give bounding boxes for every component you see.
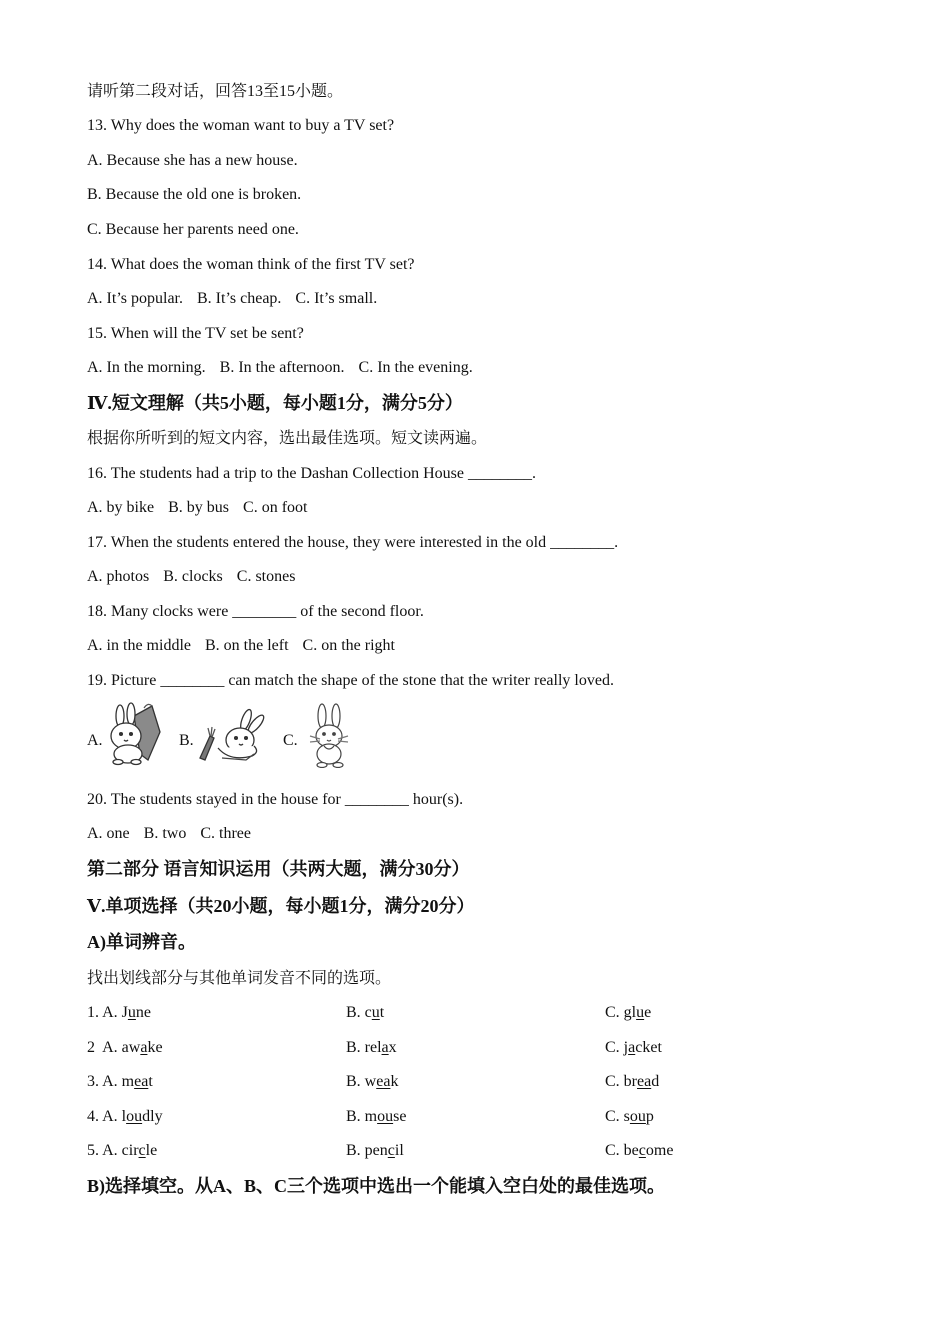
question-16: 16. The students had a trip to the Dashan Collection House ________. — [87, 465, 536, 482]
q17-options — [87, 567, 295, 587]
question-18: 18. Many clocks were ________ of the second floor. — [87, 603, 424, 620]
q13-option-a: A. Because she has a new house. — [87, 152, 298, 169]
question-14: 14. What does the woman think of the first TV set? — [87, 256, 415, 273]
section-4-instruction: 根据你所听到的短文内容，选出最佳选项。短文读两遍。 — [87, 430, 488, 447]
q14-option-c: C. It’s small. — [295, 290, 378, 307]
rabbit-with-carrot-picture — [104, 702, 164, 766]
phonetics-4-option-b: B. mouse — [346, 1108, 407, 1125]
phonetics-3-option-b: B. weak — [346, 1073, 399, 1090]
rabbit-lying-with-carrot-picture — [196, 708, 268, 764]
q18-option-c: C. on the right — [302, 637, 395, 654]
phonetics-1-option-b: B. cut — [346, 1004, 385, 1021]
q17-option-a: A. photos — [87, 568, 150, 585]
q15-options — [87, 358, 473, 378]
phonetics-2-option-a: 2 A. awake — [87, 1039, 163, 1056]
q14-option-b: B. It’s cheap. — [197, 290, 282, 307]
q20-option-b: B. two — [143, 825, 187, 842]
q14-options — [87, 289, 377, 309]
section-5a-instruction: 找出划线部分与其他单词发音不同的选项。 — [87, 970, 392, 987]
q17-option-b: B. clocks — [163, 568, 223, 585]
q19-option-c-label: C. — [283, 732, 298, 749]
question-15: 15. When will the TV set be sent? — [87, 325, 304, 342]
question-19: 19. Picture ________ can match the shape of the stone that the writer really loved. — [87, 672, 614, 689]
q20-option-a: A. one — [87, 825, 130, 842]
q20-options — [87, 824, 251, 844]
q13-option-b: B. Because the old one is broken. — [87, 186, 302, 203]
phonetics-4-option-c: C. soup — [605, 1108, 654, 1125]
listening-intro: 请听第二段对话，回答13至15小题。 — [87, 83, 344, 100]
q16-option-a: A. by bike — [87, 499, 155, 516]
phonetics-4-option-a: 4. A. loudly — [87, 1108, 163, 1125]
q18-option-b: B. on the left — [204, 637, 289, 654]
q15-option-c: C. In the evening. — [358, 359, 473, 376]
section-5b-title: B)选择填空。从A、B、C三个选项中选出一个能填入空白处的最佳选项。 — [87, 1176, 666, 1196]
phonetics-3-option-c: C. bread — [605, 1073, 660, 1090]
phonetics-1-option-c: C. glue — [605, 1004, 652, 1021]
phonetics-5-option-c: C. become — [605, 1142, 674, 1159]
q19-option-b-label: B. — [179, 732, 194, 749]
question-20: 20. The students stayed in the house for ________ hour(s). — [87, 791, 464, 808]
q18-options — [87, 636, 395, 656]
section-4-title: Ⅳ.短文理解（共5小题，每小题1分，满分5分） — [87, 393, 463, 413]
q17-option-c: C. stones — [236, 568, 296, 585]
q16-option-c: C. on foot — [243, 499, 308, 516]
q13-option-c: C. Because her parents need one. — [87, 221, 299, 238]
phonetics-1-option-a: 1. A. June — [87, 1004, 152, 1021]
q14-option-a: A. It’s popular. — [87, 290, 183, 307]
q19-option-a-label: A. — [87, 732, 103, 749]
phonetics-5-option-b: B. pencil — [346, 1142, 404, 1159]
phonetics-3-option-a: 3. A. meat — [87, 1073, 153, 1090]
phonetics-2-option-c: C. jacket — [605, 1039, 662, 1056]
q16-option-b: B. by bus — [168, 499, 230, 516]
phonetics-5-option-a: 5. A. circle — [87, 1142, 158, 1159]
phonetics-2-option-b: B. relax — [346, 1039, 397, 1056]
q20-option-c: C. three — [200, 825, 251, 842]
rabbit-standing-picture — [302, 702, 356, 768]
question-13: 13. Why does the woman want to buy a TV set? — [87, 117, 395, 134]
q15-option-a: A. In the morning. — [87, 359, 206, 376]
q15-option-b: B. In the afternoon. — [219, 359, 345, 376]
part-2-title: 第二部分 语言知识运用（共两大题，满分30分） — [87, 859, 470, 879]
q18-option-a: A. in the middle — [87, 637, 191, 654]
section-5a-title: A)单词辨音。 — [87, 932, 196, 952]
question-17: 17. When the students entered the house, they were interested in the old ________. — [87, 534, 619, 551]
q16-options — [87, 498, 307, 518]
section-5-title: Ⅴ.单项选择（共20小题，每小题1分，满分20分） — [87, 896, 475, 916]
